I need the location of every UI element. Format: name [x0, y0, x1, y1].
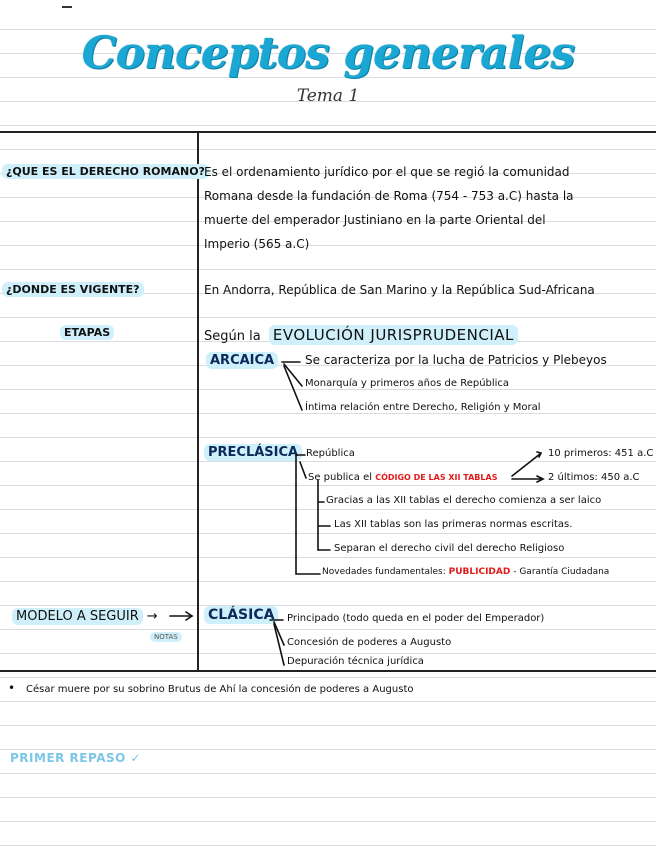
page-title: Conceptos generales — [81, 28, 575, 79]
preclasica-sub: Gracias a las XII tablas el derecho comienza a ser laico — [326, 495, 602, 506]
clasica-item: Depuración técnica jurídica — [287, 656, 424, 667]
answer-vigente: En Andorra, República de San Marino y la República Sud-Africana — [204, 283, 595, 297]
preclasica-republica: República — [306, 448, 355, 459]
question-vigente: ¿DONDE ES VIGENTE? — [2, 283, 144, 296]
tablas-last: 2 últimos: 450 a.C — [548, 472, 640, 483]
evolution-prefix: Según la — [204, 329, 261, 344]
answer-line: Es el ordenamiento jurídico por el que se regió la comunidad — [204, 165, 570, 179]
footer-note: César muere por su sobrino Brutus de Ahí la concesión de poderes a Augusto — [26, 684, 414, 695]
clasica-item: Concesión de poderes a Augusto — [287, 637, 452, 648]
question-etapas: ETAPAS — [60, 326, 114, 339]
preclasica-novedades: Novedades fundamentales: PUBLICIDAD - Garantía Ciudadana — [322, 567, 610, 577]
publicidad-label: PUBLICIDAD — [448, 567, 511, 577]
arcaica-item: Se caracteriza por la lucha de Patricios y Plebeyos — [305, 353, 607, 367]
preclasica-sub: Separan el derecho civil del derecho Religioso — [334, 543, 565, 554]
answer-line: muerte del emperador Justiniano en la parte Oriental del — [204, 213, 546, 227]
stage-clasica: CLÁSICA — [204, 607, 278, 623]
answer-line: Romana desde la fundación de Roma (754 - 753 a.C) hasta la — [204, 189, 574, 203]
evolution-heading: EVOLUCIÓN JURISPRUDENCIAL — [269, 325, 518, 345]
bullet: • — [8, 681, 16, 695]
clasica-item: Principado (todo queda en el poder del Emperador) — [287, 613, 545, 624]
model-note: MODELO A SEGUIR → — [12, 609, 158, 624]
arcaica-item: Monarquía y primeros años de República — [305, 378, 510, 389]
question-derecho-romano: ¿QUE ES EL DERECHO ROMANO? — [2, 165, 209, 178]
tablas-first: 10 primeros: 451 a.C — [548, 448, 654, 459]
preclasica-publica: Se publica el CÓDIGO DE LAS XII TABLAS — [308, 472, 498, 483]
stage-preclasica: PRECLÁSICA — [204, 445, 302, 460]
page-subtitle: Tema 1 — [296, 86, 360, 106]
preclasica-sub: Las XII tablas son las primeras normas escritas. — [334, 519, 573, 530]
codigo-xii-tablas: CÓDIGO DE LAS XII TABLAS — [375, 473, 498, 482]
answer-line: Imperio (565 a.C) — [204, 237, 310, 251]
notas-tag: NOTAS — [150, 633, 182, 641]
review-stamp: PRIMER REPASO ✓ — [10, 751, 142, 765]
arcaica-item: Íntima relación entre Derecho, Religión y Moral — [305, 402, 541, 413]
stage-arcaica: ARCAICA — [206, 353, 278, 368]
